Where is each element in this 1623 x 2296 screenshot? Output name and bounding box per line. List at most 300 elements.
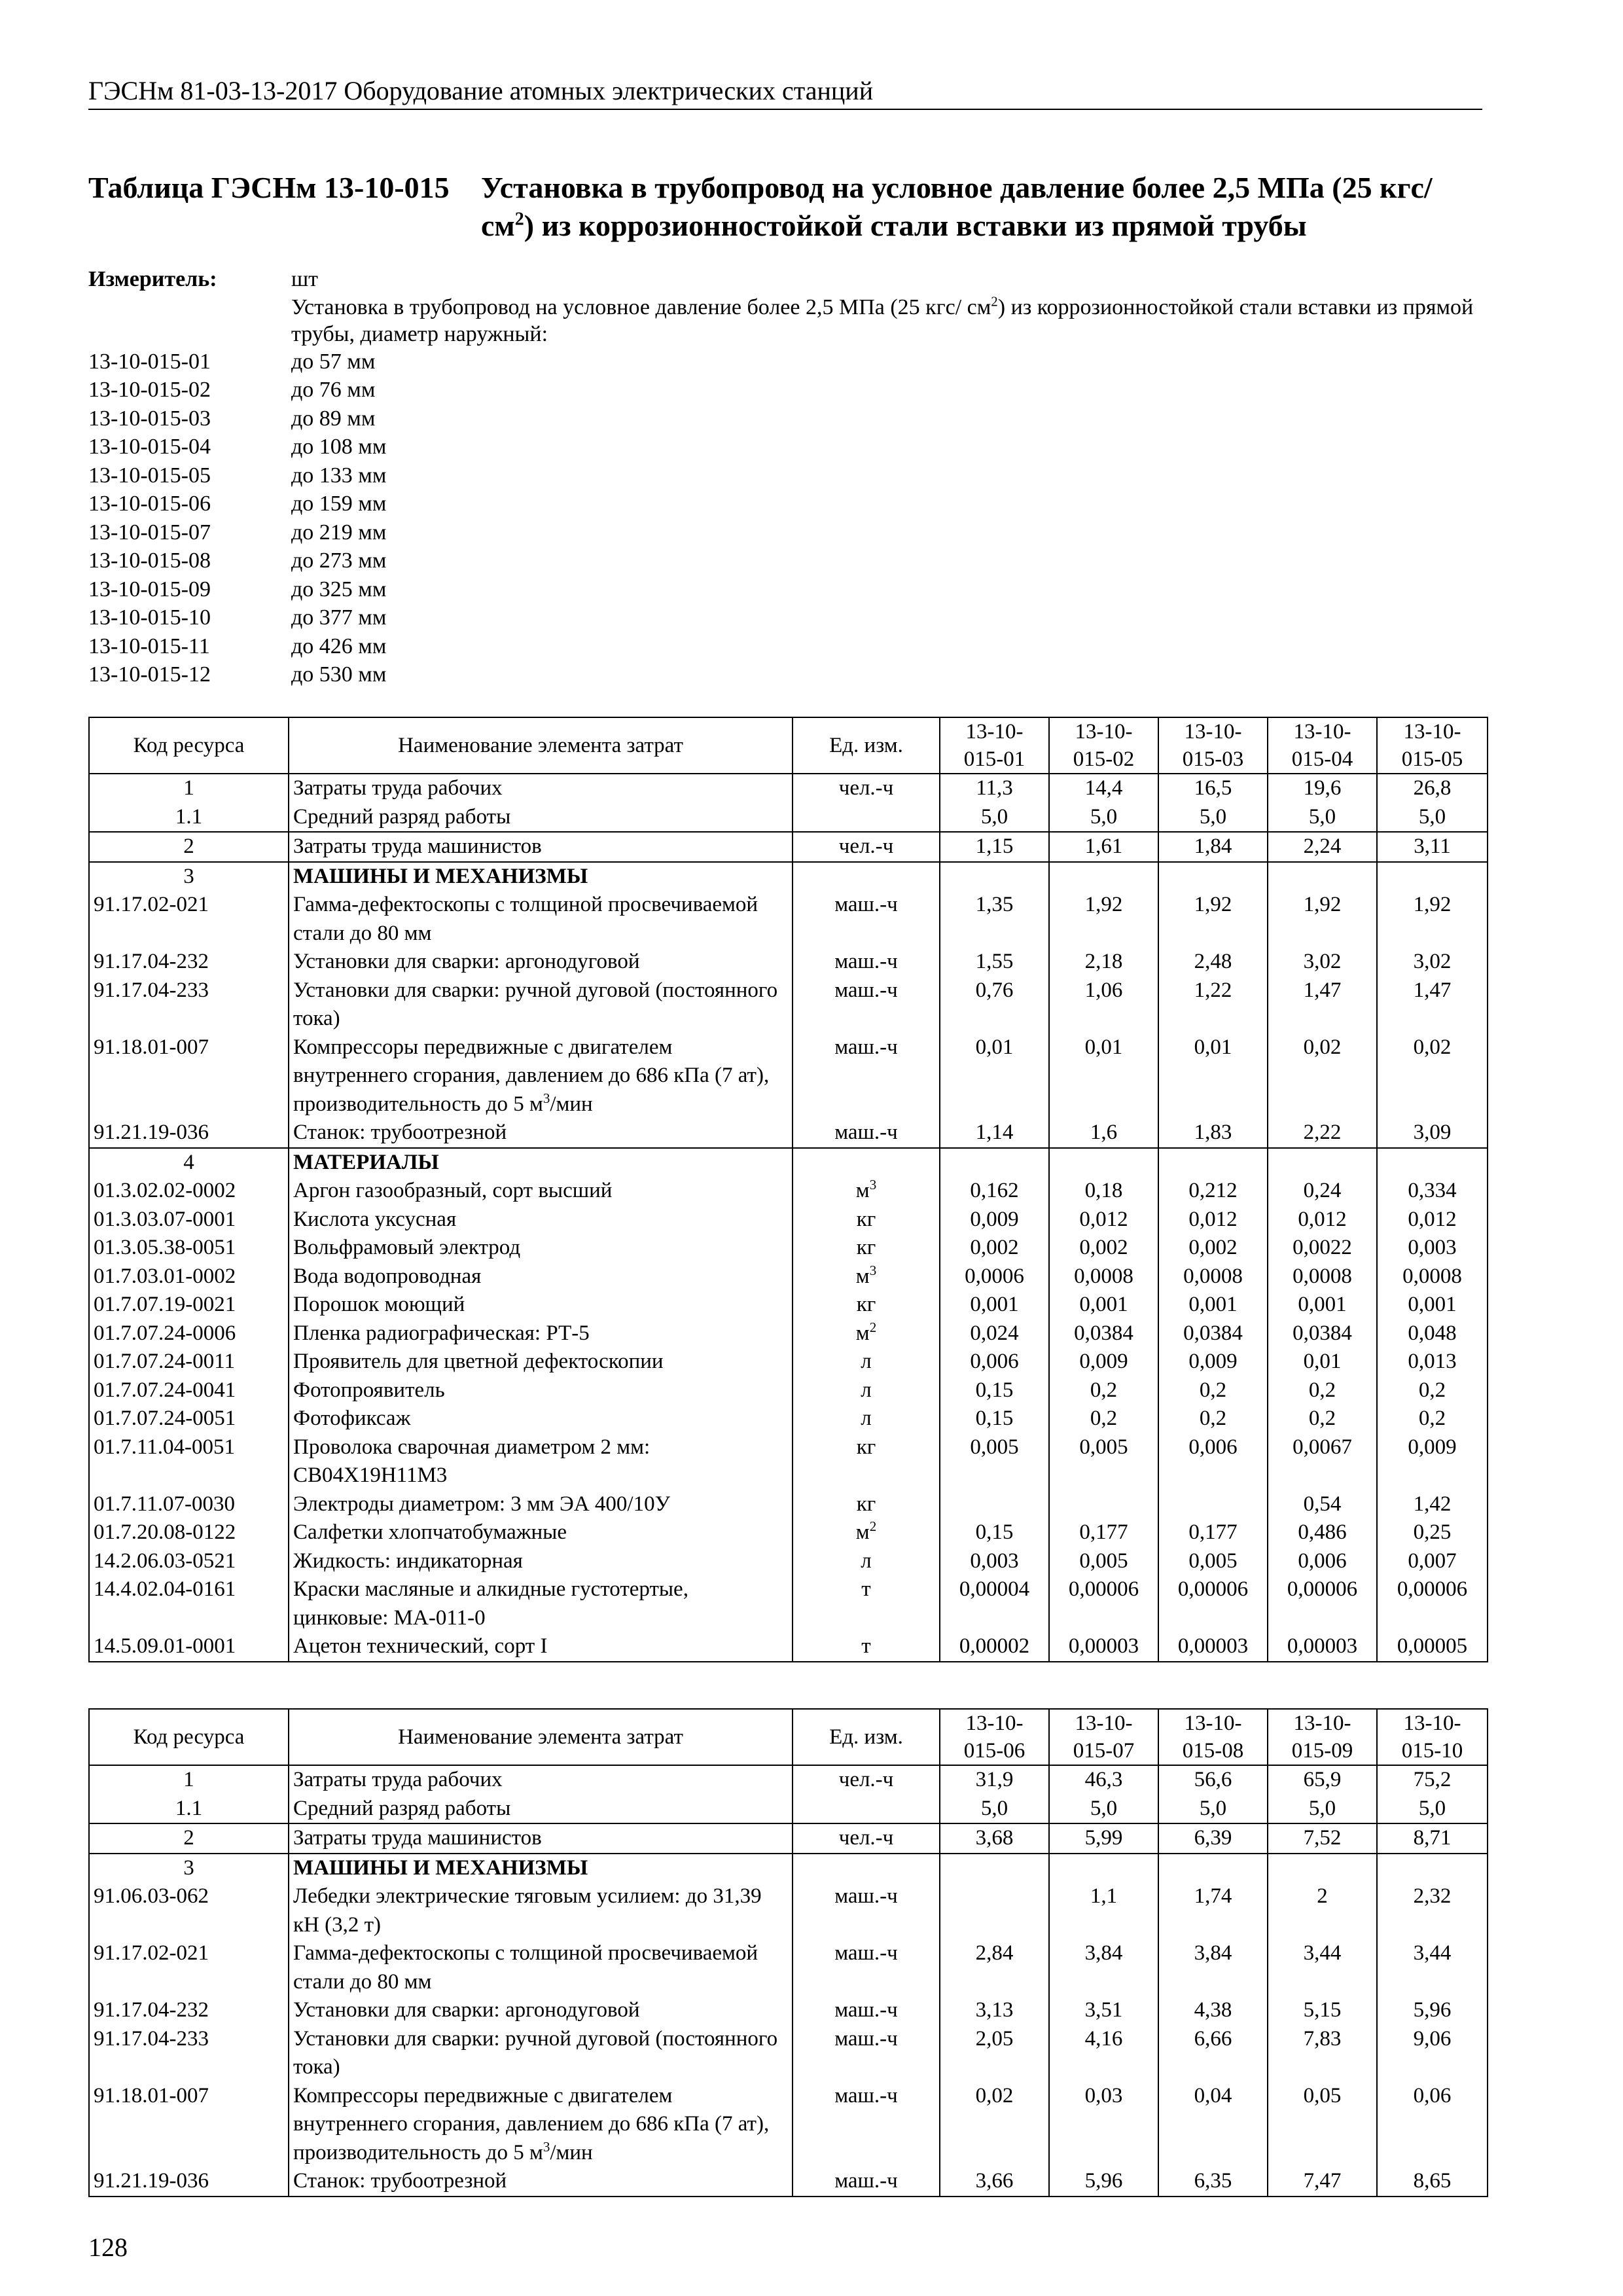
meter-item bbox=[88, 404, 1489, 433]
resource-name: Станок: трубоотрезной bbox=[289, 1119, 793, 1148]
page-number: 128 bbox=[88, 2233, 128, 2262]
header-unit: Ед. изм. bbox=[793, 1709, 940, 1765]
resource-value: 0,15 bbox=[940, 1518, 1049, 1547]
resource-name: Лебедки электрические тяговым усилием: до 31,39 кН (3,2 т) bbox=[289, 1882, 793, 1939]
resource-value: 0,048 bbox=[1377, 1319, 1488, 1348]
header-column-code-bottom: 015-05 bbox=[1401, 747, 1463, 771]
header-column-code-top: 13-10- bbox=[1184, 1712, 1242, 1735]
meter-item bbox=[88, 518, 1489, 547]
resource-value: 0,007 bbox=[1377, 1547, 1488, 1576]
resource-name: Вольфрамовый электрод bbox=[289, 1234, 793, 1263]
resource-code: 01.7.11.04-0051 bbox=[89, 1433, 289, 1490]
header-column-code bbox=[1158, 1709, 1268, 1765]
header-column-code bbox=[1377, 717, 1488, 774]
resource-value: 1,83 bbox=[1158, 1119, 1268, 1148]
resource-value: 0,177 bbox=[1158, 1518, 1268, 1547]
table-row bbox=[89, 1405, 1488, 1433]
header-column-code-bottom: 015-10 bbox=[1401, 1739, 1463, 1763]
resource-name: Установки для сварки: ручной дуговой (постоянного тока) bbox=[289, 977, 793, 1033]
meter-item-code: 13-10-015-10 bbox=[88, 605, 211, 630]
resource-value: 5,0 bbox=[1158, 803, 1268, 833]
header-column-code-bottom: 015-07 bbox=[1073, 1739, 1135, 1763]
header-name: Наименование элемента затрат bbox=[289, 717, 793, 774]
meter-item-value: до 377 мм bbox=[291, 605, 387, 630]
resource-value: 0,02 bbox=[1377, 1033, 1488, 1119]
meter-item bbox=[88, 603, 1489, 632]
resource-value: 1,74 bbox=[1158, 1882, 1268, 1939]
resource-name: Затраты труда машинистов bbox=[289, 832, 793, 862]
resource-value: 1,92 bbox=[1158, 891, 1268, 948]
resource-code: 01.7.03.01-0002 bbox=[89, 1263, 289, 1291]
resource-value: 3,11 bbox=[1377, 832, 1488, 862]
resource-value: 0,00005 bbox=[1377, 1632, 1488, 1662]
resource-name: Станок: трубоотрезной bbox=[289, 2167, 793, 2197]
resource-value: 1,15 bbox=[940, 832, 1049, 862]
resource-value bbox=[1377, 1148, 1488, 1177]
resource-value: 5,0 bbox=[1049, 803, 1158, 833]
resource-name: Установки для сварки: аргонодуговой bbox=[289, 1996, 793, 2025]
resource-value: 0,00006 bbox=[1268, 1575, 1377, 1632]
table-row bbox=[89, 1206, 1488, 1234]
resource-unit: кг bbox=[793, 1206, 940, 1234]
resource-value: 7,52 bbox=[1268, 1823, 1377, 1854]
resource-unit: л bbox=[793, 1376, 940, 1405]
resource-value: 0,15 bbox=[940, 1405, 1049, 1433]
resource-value: 56,6 bbox=[1158, 1765, 1268, 1795]
header-column-code-bottom: 015-01 bbox=[963, 747, 1026, 771]
resource-code: 01.7.07.24-0051 bbox=[89, 1405, 289, 1433]
meter-item-value: до 89 мм bbox=[291, 406, 376, 431]
resource-unit bbox=[793, 803, 940, 833]
resource-value: 0,009 bbox=[1158, 1348, 1268, 1376]
resource-value: 1,35 bbox=[940, 891, 1049, 948]
resource-unit: л bbox=[793, 1348, 940, 1376]
resource-value: 0,04 bbox=[1158, 2082, 1268, 2168]
resource-code: 91.18.01-007 bbox=[89, 2082, 289, 2168]
resource-unit: маш.-ч bbox=[793, 948, 940, 977]
resource-code: 01.7.07.24-0041 bbox=[89, 1376, 289, 1405]
resource-value: 0,00006 bbox=[1377, 1575, 1488, 1632]
resource-code: 2 bbox=[89, 832, 289, 862]
table-row bbox=[89, 1376, 1488, 1405]
table-row bbox=[89, 1795, 1488, 1824]
running-head: ГЭСНм 81-03-13-2017 Оборудование атомных электрических станций bbox=[88, 75, 1482, 110]
header-column-code-top: 13-10- bbox=[1075, 1712, 1133, 1735]
resource-value: 4,16 bbox=[1049, 2025, 1158, 2082]
resource-code: 01.7.07.24-0011 bbox=[89, 1348, 289, 1376]
resource-code: 2 bbox=[89, 1823, 289, 1854]
resource-unit bbox=[793, 1148, 940, 1177]
resource-value: 2,24 bbox=[1268, 832, 1377, 862]
table-row bbox=[89, 1148, 1488, 1177]
meter-item bbox=[88, 660, 1489, 689]
resource-code: 14.4.02.04-0161 bbox=[89, 1575, 289, 1632]
meter-item-value: до 530 мм bbox=[291, 662, 387, 687]
resource-value: 31,9 bbox=[940, 1765, 1049, 1795]
header-column-code-top: 13-10- bbox=[1403, 720, 1461, 744]
meter-item-code: 13-10-015-01 bbox=[88, 349, 211, 374]
meter-item-value: до 133 мм bbox=[291, 463, 387, 488]
table-row bbox=[89, 891, 1488, 948]
meter-item-code: 13-10-015-02 bbox=[88, 378, 211, 402]
resource-unit: чел.-ч bbox=[793, 1823, 940, 1854]
resource-value: 1,84 bbox=[1158, 832, 1268, 862]
resource-value: 0,162 bbox=[940, 1177, 1049, 1206]
resource-value: 0,009 bbox=[940, 1206, 1049, 1234]
resource-code: 3 bbox=[89, 862, 289, 891]
resource-value: 5,99 bbox=[1049, 1823, 1158, 1854]
resource-value: 1,92 bbox=[1268, 891, 1377, 948]
resource-value bbox=[1268, 1148, 1377, 1177]
resource-value: 0,2 bbox=[1377, 1405, 1488, 1433]
resource-value: 0,006 bbox=[1268, 1547, 1377, 1576]
resource-value: 0,005 bbox=[1049, 1547, 1158, 1576]
header-column-code bbox=[1268, 1709, 1377, 1765]
resource-value bbox=[1268, 862, 1377, 891]
resource-table-1 bbox=[88, 717, 1488, 1662]
resource-value bbox=[1377, 862, 1488, 891]
resource-code: 14.5.09.01-0001 bbox=[89, 1632, 289, 1662]
table-row bbox=[89, 1234, 1488, 1263]
meter-item-value: до 159 мм bbox=[291, 492, 387, 516]
resource-value: 0,00004 bbox=[940, 1575, 1049, 1632]
resource-name: Проявитель для цветной дефектоскопии bbox=[289, 1348, 793, 1376]
resource-unit: кг bbox=[793, 1234, 940, 1263]
resource-unit: $м^2$ bbox=[793, 1518, 940, 1547]
meter-item bbox=[88, 490, 1489, 518]
resource-value: 1,14 bbox=[940, 1119, 1049, 1148]
resource-name: Фотофиксаж bbox=[289, 1405, 793, 1433]
resource-name: Салфетки хлопчатобумажные bbox=[289, 1518, 793, 1547]
resource-value: 5,0 bbox=[940, 1795, 1049, 1824]
resource-name: Вода водопроводная bbox=[289, 1263, 793, 1291]
resource-value bbox=[1049, 1490, 1158, 1519]
resource-value: 0,012 bbox=[1377, 1206, 1488, 1234]
resource-value: 0,0008 bbox=[1158, 1263, 1268, 1291]
resource-unit: маш.-ч bbox=[793, 1033, 940, 1119]
resource-value: 0,02 bbox=[1268, 1033, 1377, 1119]
resource-name: Затраты труда машинистов bbox=[289, 1823, 793, 1854]
table-row bbox=[89, 1518, 1488, 1547]
table-row bbox=[89, 2025, 1488, 2082]
meter-item-code: 13-10-015-06 bbox=[88, 492, 211, 516]
resource-value: 0,001 bbox=[1158, 1291, 1268, 1319]
resource-unit: маш.-ч bbox=[793, 2082, 940, 2168]
meter-items bbox=[88, 348, 1489, 689]
header-column-code-bottom: 015-03 bbox=[1182, 747, 1244, 771]
resource-value: 46,3 bbox=[1049, 1765, 1158, 1795]
meter-item-code: 13-10-015-12 bbox=[88, 662, 211, 687]
table-label: Таблица ГЭСНм 13-10-015 bbox=[88, 171, 450, 204]
header-column-code-bottom: 015-02 bbox=[1073, 747, 1135, 771]
resource-unit: маш.-ч bbox=[793, 1882, 940, 1939]
resource-value: 5,0 bbox=[1049, 1795, 1158, 1824]
meter-item-code: 13-10-015-08 bbox=[88, 548, 211, 573]
meter-item bbox=[88, 632, 1489, 661]
resource-value: 6,35 bbox=[1158, 2167, 1268, 2197]
resource-value: 1,6 bbox=[1049, 1119, 1158, 1148]
resource-value: 5,0 bbox=[1268, 1795, 1377, 1824]
resource-code: 1 bbox=[89, 1765, 289, 1795]
resource-value: 3,44 bbox=[1377, 1939, 1488, 1996]
resource-name: Гамма-дефектоскопы с толщиной просвечиваемой стали до 80 мм bbox=[289, 891, 793, 948]
table-row bbox=[89, 1263, 1488, 1291]
resource-value bbox=[1049, 1854, 1158, 1883]
table-header-row bbox=[89, 717, 1488, 774]
resource-value: 0,009 bbox=[1049, 1348, 1158, 1376]
resource-value: 1,92 bbox=[1049, 891, 1158, 948]
meter-item-code: 13-10-015-04 bbox=[88, 435, 211, 459]
resource-value: 1,61 bbox=[1049, 832, 1158, 862]
resource-code: 91.06.03-062 bbox=[89, 1882, 289, 1939]
resource-unit bbox=[793, 1795, 940, 1824]
resource-unit: т bbox=[793, 1632, 940, 1662]
resource-value: 2,48 bbox=[1158, 948, 1268, 977]
resource-value bbox=[1049, 1148, 1158, 1177]
resource-code: 01.7.11.07-0030 bbox=[89, 1490, 289, 1519]
resource-unit: маш.-ч bbox=[793, 2167, 940, 2197]
resource-value bbox=[1049, 862, 1158, 891]
resource-code: 01.7.07.19-0021 bbox=[89, 1291, 289, 1319]
table-row bbox=[89, 774, 1488, 803]
resource-code: 1.1 bbox=[89, 1795, 289, 1824]
resource-value: 16,5 bbox=[1158, 774, 1268, 803]
meter-item-value: до 108 мм bbox=[291, 435, 387, 459]
resource-value: 3,13 bbox=[940, 1996, 1049, 2025]
resource-value: 1,1 bbox=[1049, 1882, 1158, 1939]
resource-value: 0,2 bbox=[1158, 1405, 1268, 1433]
resource-value: 0,0384 bbox=[1268, 1319, 1377, 1348]
resource-value: 2,18 bbox=[1049, 948, 1158, 977]
resource-value: 0,003 bbox=[940, 1547, 1049, 1576]
resource-unit: кг bbox=[793, 1291, 940, 1319]
header-column-code-top: 13-10- bbox=[965, 1712, 1024, 1735]
resource-value bbox=[940, 1854, 1049, 1883]
resource-name: Средний разряд работы bbox=[289, 803, 793, 833]
meter-item-value: до 325 мм bbox=[291, 577, 387, 601]
meter-item bbox=[88, 461, 1489, 490]
meter-item-code: 13-10-015-05 bbox=[88, 463, 211, 488]
resource-code: 1 bbox=[89, 774, 289, 803]
resource-unit: л bbox=[793, 1547, 940, 1576]
resource-value bbox=[1158, 862, 1268, 891]
resource-code: 91.17.04-232 bbox=[89, 1996, 289, 2025]
resource-code: 01.7.20.08-0122 bbox=[89, 1518, 289, 1547]
table-row bbox=[89, 1291, 1488, 1319]
resource-value: 0,001 bbox=[1268, 1291, 1377, 1319]
resource-value: 0,0008 bbox=[1049, 1263, 1158, 1291]
resource-unit: маш.-ч bbox=[793, 2025, 940, 2082]
table-row bbox=[89, 832, 1488, 862]
table-row bbox=[89, 1490, 1488, 1519]
resource-value: 0,002 bbox=[1158, 1234, 1268, 1263]
resource-value: 0,01 bbox=[940, 1033, 1049, 1119]
header-unit: Ед. изм. bbox=[793, 717, 940, 774]
resource-value: 0,2 bbox=[1268, 1405, 1377, 1433]
resource-unit: л bbox=[793, 1405, 940, 1433]
resource-name: Ацетон технический, сорт I bbox=[289, 1632, 793, 1662]
resource-value: 0,02 bbox=[940, 2082, 1049, 2168]
resource-value: 0,003 bbox=[1377, 1234, 1488, 1263]
resource-value: 2 bbox=[1268, 1882, 1377, 1939]
resource-name: Электроды диаметром: 3 мм ЭА 400/10У bbox=[289, 1490, 793, 1519]
resource-name: Затраты труда рабочих bbox=[289, 774, 793, 803]
resource-unit: чел.-ч bbox=[793, 1765, 940, 1795]
resource-unit: $м^2$ bbox=[793, 1319, 940, 1348]
meter-item bbox=[88, 376, 1489, 404]
resource-value: 0,0008 bbox=[1268, 1263, 1377, 1291]
resource-value: 0,05 bbox=[1268, 2082, 1377, 2168]
meter-block bbox=[88, 265, 1489, 689]
resource-value: 1,47 bbox=[1377, 977, 1488, 1033]
resource-value: 0,0067 bbox=[1268, 1433, 1377, 1490]
resource-unit: $м^3$ bbox=[793, 1177, 940, 1206]
header-column-code-top: 13-10- bbox=[965, 720, 1024, 744]
table-row bbox=[89, 1547, 1488, 1576]
resource-name: Гамма-дефектоскопы с толщиной просвечиваемой стали до 80 мм bbox=[289, 1939, 793, 1996]
table-row bbox=[89, 977, 1488, 1033]
resource-value: 0,00003 bbox=[1158, 1632, 1268, 1662]
resource-value bbox=[1158, 1490, 1268, 1519]
header-column-code bbox=[1049, 717, 1158, 774]
resource-name: Затраты труда рабочих bbox=[289, 1765, 793, 1795]
resource-value: 1,22 bbox=[1158, 977, 1268, 1033]
resource-name: Пленка радиографическая: РТ-5 bbox=[289, 1319, 793, 1348]
resource-value: 4,38 bbox=[1158, 1996, 1268, 2025]
resource-value: 2,32 bbox=[1377, 1882, 1488, 1939]
resource-code: 91.17.02-021 bbox=[89, 1939, 289, 1996]
resource-value: 5,0 bbox=[1377, 1795, 1488, 1824]
resource-name: Проволока сварочная диаметром 2 мм: СВ04Х19Н11М3 bbox=[289, 1433, 793, 1490]
resource-value bbox=[940, 1490, 1049, 1519]
resource-value: 6,66 bbox=[1158, 2025, 1268, 2082]
resource-code: 91.21.19-036 bbox=[89, 1119, 289, 1148]
resource-unit bbox=[793, 862, 940, 891]
table-title: Установка в трубопровод на условное давление более 2,5 МПа (25 кгс/ $см^2$) из коррозионностойкой стали вставки из прямой трубы bbox=[481, 171, 1433, 242]
resource-value: 3,51 bbox=[1049, 1996, 1158, 2025]
resource-value: 3,84 bbox=[1158, 1939, 1268, 1996]
resource-value: 0,002 bbox=[940, 1234, 1049, 1263]
resource-unit bbox=[793, 1854, 940, 1883]
resource-value bbox=[940, 862, 1049, 891]
resource-code: 14.2.06.03-0521 bbox=[89, 1547, 289, 1576]
resource-value: 3,66 bbox=[940, 2167, 1049, 2197]
resource-name: Компрессоры передвижные с двигателем внутреннего сгорания, давлением до 686 кПа (7 ат), производительность до 5 $м^3$/мин bbox=[289, 2082, 793, 2168]
resource-value: 0,0022 bbox=[1268, 1234, 1377, 1263]
resource-name: Компрессоры передвижные с двигателем внутреннего сгорания, давлением до 686 кПа (7 ат), производительность до 5 $м^3$/мин bbox=[289, 1033, 793, 1119]
resource-value: 0,013 bbox=[1377, 1348, 1488, 1376]
resource-name: Жидкость: индикаторная bbox=[289, 1547, 793, 1576]
resource-name: Средний разряд работы bbox=[289, 1795, 793, 1824]
meter-item-value: до 273 мм bbox=[291, 548, 387, 573]
resource-code: 91.17.02-021 bbox=[89, 891, 289, 948]
meter-item bbox=[88, 433, 1489, 461]
resource-value: 0,005 bbox=[940, 1433, 1049, 1490]
resource-value: 2,84 bbox=[940, 1939, 1049, 1996]
resource-value: 6,39 bbox=[1158, 1823, 1268, 1854]
header-code: Код ресурса bbox=[89, 717, 289, 774]
meter-item-code: 13-10-015-03 bbox=[88, 406, 211, 431]
resource-value: 5,0 bbox=[1158, 1795, 1268, 1824]
resource-value: 1,06 bbox=[1049, 977, 1158, 1033]
table-row bbox=[89, 1119, 1488, 1148]
resource-value: 0,009 bbox=[1377, 1433, 1488, 1490]
resource-value: 3,09 bbox=[1377, 1119, 1488, 1148]
resource-value bbox=[940, 1148, 1049, 1177]
resource-code: 91.17.04-233 bbox=[89, 2025, 289, 2082]
resource-value: 0,15 bbox=[940, 1376, 1049, 1405]
resource-value bbox=[940, 1882, 1049, 1939]
resource-value: 1,47 bbox=[1268, 977, 1377, 1033]
resource-unit: маш.-ч bbox=[793, 1939, 940, 1996]
resource-value: 0,334 bbox=[1377, 1177, 1488, 1206]
resource-value: 0,2 bbox=[1268, 1376, 1377, 1405]
header-column-code bbox=[940, 717, 1049, 774]
resource-value bbox=[1158, 1854, 1268, 1883]
resource-code: 01.3.02.02-0002 bbox=[89, 1177, 289, 1206]
resource-value: 5,0 bbox=[1377, 803, 1488, 833]
resource-value: 0,00003 bbox=[1049, 1632, 1158, 1662]
resource-value: 0,012 bbox=[1158, 1206, 1268, 1234]
resource-value: 1,55 bbox=[940, 948, 1049, 977]
resource-value: 2,05 bbox=[940, 2025, 1049, 2082]
resource-code: 4 bbox=[89, 1148, 289, 1177]
table-row bbox=[89, 862, 1488, 891]
resource-unit: маш.-ч bbox=[793, 1119, 940, 1148]
resource-value: 0,2 bbox=[1049, 1376, 1158, 1405]
resource-code: 01.3.05.38-0051 bbox=[89, 1234, 289, 1263]
resource-value: 65,9 bbox=[1268, 1765, 1377, 1795]
table-row bbox=[89, 1996, 1488, 2025]
resource-value: 3,68 bbox=[940, 1823, 1049, 1854]
header-column-code bbox=[940, 1709, 1049, 1765]
resource-name: Аргон газообразный, сорт высший bbox=[289, 1177, 793, 1206]
header-column-code-top: 13-10- bbox=[1293, 720, 1351, 744]
header-column-code-bottom: 015-08 bbox=[1182, 1739, 1244, 1763]
header-column-code-bottom: 015-04 bbox=[1291, 747, 1353, 771]
resource-name: Краски масляные и алкидные густотертые, цинковые: МА-011-0 bbox=[289, 1575, 793, 1632]
meter-item bbox=[88, 575, 1489, 604]
table-row bbox=[89, 1632, 1488, 1662]
resource-unit: $м^3$ bbox=[793, 1263, 940, 1291]
resource-value: 0,001 bbox=[1049, 1291, 1158, 1319]
resource-value: 0,012 bbox=[1049, 1206, 1158, 1234]
resource-value: 7,47 bbox=[1268, 2167, 1377, 2197]
resource-name: МАШИНЫ И МЕХАНИЗМЫ bbox=[289, 1854, 793, 1883]
resource-value: 0,002 bbox=[1049, 1234, 1158, 1263]
resource-value: 26,8 bbox=[1377, 774, 1488, 803]
resource-unit: т bbox=[793, 1575, 940, 1632]
table-row bbox=[89, 803, 1488, 833]
header-column-code-top: 13-10- bbox=[1075, 720, 1133, 744]
resource-value: 0,2 bbox=[1158, 1376, 1268, 1405]
resource-name: Установки для сварки: аргонодуговой bbox=[289, 948, 793, 977]
table-row bbox=[89, 1575, 1488, 1632]
meter-item bbox=[88, 348, 1489, 376]
meter-item-code: 13-10-015-09 bbox=[88, 577, 211, 601]
header-code: Код ресурса bbox=[89, 1709, 289, 1765]
meter-item-code: 13-10-015-11 bbox=[88, 634, 210, 658]
resource-value: 0,18 bbox=[1049, 1177, 1158, 1206]
resource-value: 8,65 bbox=[1377, 2167, 1488, 2197]
resource-value: 3,84 bbox=[1049, 1939, 1158, 1996]
resource-value: 5,96 bbox=[1377, 1996, 1488, 2025]
header-column-code-top: 13-10- bbox=[1184, 720, 1242, 744]
resource-value: 0,00006 bbox=[1158, 1575, 1268, 1632]
resource-value: 0,006 bbox=[1158, 1433, 1268, 1490]
resource-code: 1.1 bbox=[89, 803, 289, 833]
resource-table-2 bbox=[88, 1708, 1488, 2197]
